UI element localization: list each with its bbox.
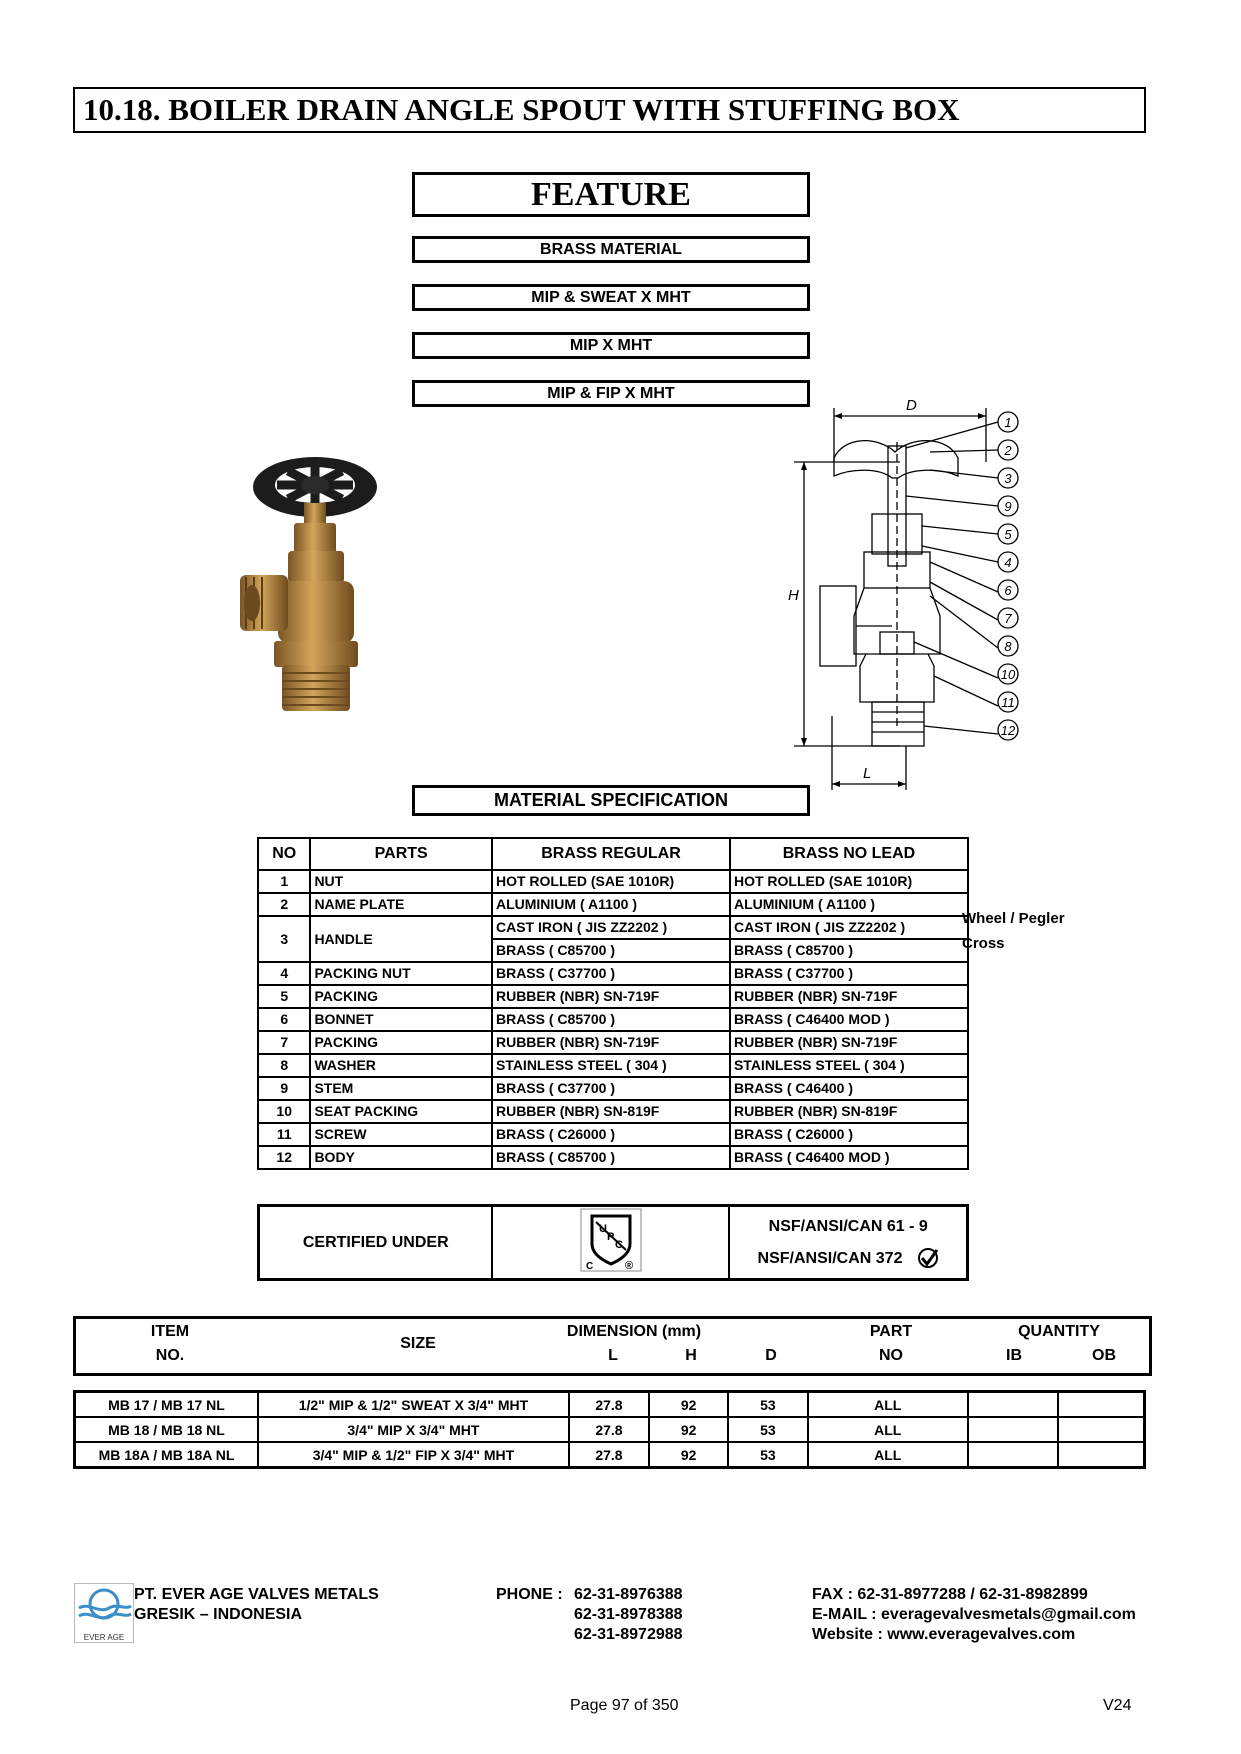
cell-no: 7 — [258, 1031, 310, 1054]
cell-part: NUT — [310, 870, 492, 893]
table-row — [258, 1031, 968, 1054]
table-row — [258, 1077, 968, 1100]
cell-part: NAME PLATE — [310, 893, 492, 916]
cell-no: 3 — [258, 916, 310, 962]
cell-item: MB 17 / MB 17 NL — [75, 1392, 259, 1418]
cell-regular: CAST IRON ( JIS ZZ2202 ) — [492, 916, 730, 939]
cell-ib — [968, 1442, 1058, 1468]
cell-no-lead: RUBBER (NBR) SN-719F — [730, 985, 968, 1008]
upc-registered-mark: ® — [624, 1260, 634, 1272]
callout-number: 7 — [1004, 611, 1012, 626]
upc-letter-u: U — [598, 1223, 607, 1235]
cell-part: WASHER — [310, 1054, 492, 1077]
table-row — [75, 1442, 1145, 1468]
header-l: L — [608, 1347, 618, 1364]
upc-c-mark: C — [585, 1261, 594, 1272]
cell-size: 3/4" MIP & 1/2" FIP X 3/4" MHT — [258, 1442, 569, 1468]
cell-part: SCREW — [310, 1123, 492, 1146]
header-quantity: QUANTITY — [1018, 1323, 1100, 1340]
cell-ob — [1058, 1392, 1144, 1418]
feature-item: MIP X MHT — [412, 332, 810, 359]
wave-logo-icon — [75, 1584, 133, 1628]
header-h: H — [685, 1347, 697, 1364]
feature-item: MIP & FIP X MHT — [412, 380, 810, 407]
cell-no: 8 — [258, 1054, 310, 1077]
callout-number: 9 — [1004, 499, 1012, 514]
table-row — [258, 985, 968, 1008]
certified-label: CERTIFIED UNDER — [259, 1206, 493, 1280]
header-ib: IB — [1006, 1347, 1022, 1364]
handle-note-cross: Cross — [962, 935, 1005, 952]
handle-note-wheel: Wheel / Pegler — [962, 910, 1065, 927]
cell-no-lead: CAST IRON ( JIS ZZ2202 ) — [730, 916, 968, 939]
company-name: PT. EVER AGE VALVES METALS — [134, 1586, 379, 1603]
header-size: SIZE — [400, 1335, 436, 1352]
callout-number: 1 — [1004, 415, 1012, 430]
dimension-header — [73, 1316, 1152, 1376]
cell-no-lead: ALUMINIUM ( A1100 ) — [730, 893, 968, 916]
cell-item: MB 18 / MB 18 NL — [75, 1417, 259, 1442]
technical-drawing — [780, 386, 1030, 794]
cell-no-lead: STAINLESS STEEL ( 304 ) — [730, 1054, 968, 1077]
cell-regular: RUBBER (NBR) SN-819F — [492, 1100, 730, 1123]
website: Website : www.everagevalves.com — [812, 1626, 1076, 1643]
cell-no: 4 — [258, 962, 310, 985]
cell-no: 11 — [258, 1123, 310, 1146]
cell-no: 12 — [258, 1146, 310, 1169]
dim-l-label: L — [863, 765, 872, 782]
cell-no: 6 — [258, 1008, 310, 1031]
upc-letter-c: C — [614, 1239, 623, 1251]
cell-size: 3/4" MIP X 3/4" MHT — [258, 1417, 569, 1442]
cell-item: MB 18A / MB 18A NL — [75, 1442, 259, 1468]
company-logo — [74, 1583, 134, 1643]
callout-number: 12 — [1000, 723, 1016, 738]
table-row — [258, 893, 968, 916]
cell-regular: ALUMINIUM ( A1100 ) — [492, 893, 730, 916]
cell-no-lead: BRASS ( C46400 ) — [730, 1077, 968, 1100]
header-ob: OB — [1092, 1347, 1116, 1364]
callout-number: 6 — [1004, 583, 1012, 598]
cell-no: 2 — [258, 893, 310, 916]
callout-number: 4 — [1004, 555, 1012, 570]
cell-part: BONNET — [310, 1008, 492, 1031]
callout-number: 2 — [1004, 443, 1012, 458]
standard-372: NSF/ANSI/CAN 372 — [757, 1249, 903, 1267]
cell-part: SEAT PACKING — [310, 1100, 492, 1123]
callout-number: 10 — [1000, 667, 1016, 682]
feature-heading: FEATURE — [412, 172, 810, 217]
cell-regular: BRASS ( C37700 ) — [492, 1077, 730, 1100]
cell-d: 53 — [728, 1392, 807, 1418]
col-header-brass-no-lead: BRASS NO LEAD — [730, 838, 968, 870]
table-row — [258, 1008, 968, 1031]
table-row — [258, 870, 968, 893]
cell-ib — [968, 1417, 1058, 1442]
cell-part: ALL — [808, 1392, 968, 1418]
cell-no: 10 — [258, 1100, 310, 1123]
cell-regular: BRASS ( C37700 ) — [492, 962, 730, 985]
phone-3: 62-31-8972988 — [574, 1626, 683, 1643]
dimension-table — [73, 1390, 1146, 1469]
cell-regular: BRASS ( C26000 ) — [492, 1123, 730, 1146]
cell-part: STEM — [310, 1077, 492, 1100]
table-row — [258, 1054, 968, 1077]
cell-no: 1 — [258, 870, 310, 893]
header-d: D — [765, 1347, 777, 1364]
cell-ob — [1058, 1417, 1144, 1442]
page-number: Page 97 of 350 — [570, 1697, 679, 1714]
cell-ib — [968, 1392, 1058, 1418]
cell-part: ALL — [808, 1442, 968, 1468]
dim-d-label: D — [906, 397, 917, 414]
cell-regular: HOT ROLLED (SAE 1010R) — [492, 870, 730, 893]
cell-regular: RUBBER (NBR) SN-719F — [492, 985, 730, 1008]
cell-no-lead: BRASS ( C46400 MOD ) — [730, 1146, 968, 1169]
cell-regular: BRASS ( C85700 ) — [492, 1008, 730, 1031]
product-photo — [230, 445, 400, 715]
phone-2: 62-31-8978388 — [574, 1606, 683, 1623]
table-row — [75, 1417, 1145, 1442]
cell-no-lead: BRASS ( C37700 ) — [730, 962, 968, 985]
material-spec-table — [257, 837, 969, 1170]
upc-letter-p: P — [606, 1231, 615, 1243]
fax: FAX : 62-31-8977288 / 62-31-8982899 — [812, 1586, 1088, 1603]
cell-part: ALL — [808, 1417, 968, 1442]
cell-no: 5 — [258, 985, 310, 1008]
table-row — [258, 916, 968, 939]
table-row — [258, 962, 968, 985]
cell-regular: STAINLESS STEEL ( 304 ) — [492, 1054, 730, 1077]
upc-logo-icon — [580, 1208, 642, 1272]
cell-l: 27.8 — [569, 1392, 649, 1418]
callout-number: 11 — [1001, 695, 1015, 710]
cell-no-lead: BRASS ( C46400 MOD ) — [730, 1008, 968, 1031]
cell-no: 9 — [258, 1077, 310, 1100]
table-row — [258, 1100, 968, 1123]
standard-372-row — [731, 1243, 965, 1275]
cell-h: 92 — [649, 1392, 728, 1418]
phone-1: 62-31-8976388 — [574, 1586, 683, 1603]
logo-text: EVER AGE — [83, 1633, 125, 1642]
header-part: PART — [869, 1323, 913, 1340]
callout-number: 3 — [1004, 471, 1012, 486]
cell-no-lead: HOT ROLLED (SAE 1010R) — [730, 870, 968, 893]
cell-no-lead: RUBBER (NBR) SN-819F — [730, 1100, 968, 1123]
company-location: GRESIK – INDONESIA — [134, 1606, 303, 1623]
header-item: ITEM — [150, 1323, 190, 1340]
cell-d: 53 — [728, 1417, 807, 1442]
cell-h: 92 — [649, 1442, 728, 1468]
feature-item: BRASS MATERIAL — [412, 236, 810, 263]
col-header-parts: PARTS — [310, 838, 492, 870]
cell-no-lead: RUBBER (NBR) SN-719F — [730, 1031, 968, 1054]
cell-regular: BRASS ( C85700 ) — [492, 1146, 730, 1169]
table-row — [258, 1123, 968, 1146]
certification-table — [257, 1204, 969, 1281]
cell-part: PACKING — [310, 1031, 492, 1054]
cell-regular: BRASS ( C85700 ) — [492, 939, 730, 962]
standards-cell — [729, 1206, 967, 1280]
table-row — [75, 1392, 1145, 1418]
cell-d: 53 — [728, 1442, 807, 1468]
cell-part: PACKING — [310, 985, 492, 1008]
material-spec-heading: MATERIAL SPECIFICATION — [412, 785, 810, 816]
cell-part: BODY — [310, 1146, 492, 1169]
cell-regular: RUBBER (NBR) SN-719F — [492, 1031, 730, 1054]
header-item-no: NO. — [155, 1347, 185, 1364]
cell-h: 92 — [649, 1417, 728, 1442]
cell-l: 27.8 — [569, 1417, 649, 1442]
cell-ob — [1058, 1442, 1144, 1468]
email: E-MAIL : everagevalvesmetals@gmail.com — [812, 1606, 1136, 1623]
standard-61: NSF/ANSI/CAN 61 - 9 — [768, 1217, 928, 1235]
col-header-brass-regular: BRASS REGULAR — [492, 838, 730, 870]
callout-number: 8 — [1004, 639, 1012, 654]
page-title: 10.18. BOILER DRAIN ANGLE SPOUT WITH STUFFING BOX — [73, 87, 1146, 133]
callout-number: 5 — [1004, 527, 1012, 542]
cell-l: 27.8 — [569, 1442, 649, 1468]
dim-h-label: H — [788, 587, 799, 604]
cell-part: PACKING NUT — [310, 962, 492, 985]
check-badge-icon — [917, 1247, 939, 1269]
header-part-no: NO — [879, 1347, 903, 1364]
cell-size: 1/2" MIP & 1/2" SWEAT X 3/4" MHT — [258, 1392, 569, 1418]
col-header-no: NO — [258, 838, 310, 870]
cell-no-lead: BRASS ( C85700 ) — [730, 939, 968, 962]
upc-mark-cell — [492, 1206, 729, 1280]
table-row — [258, 1146, 968, 1169]
feature-item: MIP & SWEAT X MHT — [412, 284, 810, 311]
cell-part: HANDLE — [310, 916, 492, 962]
version: V24 — [1103, 1697, 1132, 1714]
cell-no-lead: BRASS ( C26000 ) — [730, 1123, 968, 1146]
phone-label: PHONE : — [496, 1586, 563, 1603]
header-dimension: DIMENSION (mm) — [566, 1323, 702, 1340]
